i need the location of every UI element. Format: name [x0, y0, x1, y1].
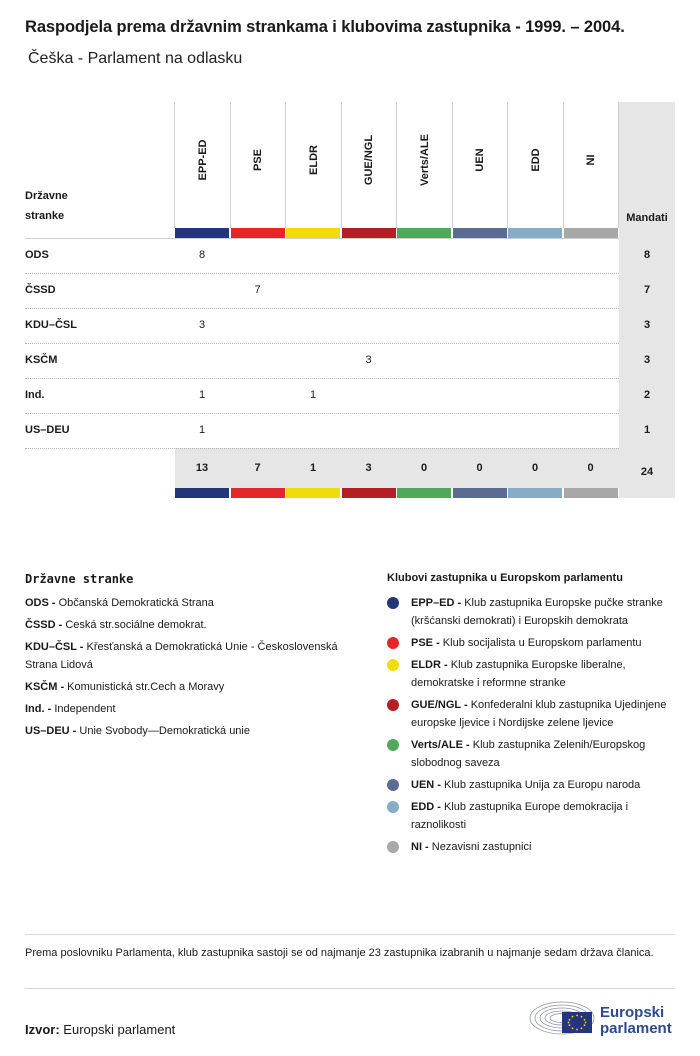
party-legend-heading: Državne stranke — [25, 572, 134, 586]
logo-line-2: parlament — [600, 1020, 672, 1037]
group-color-dot — [387, 637, 399, 649]
party-full-name: Komunistická str.Cech a Moravy — [67, 681, 225, 693]
group-total: 0 — [420, 462, 428, 474]
table-cell: 8 — [198, 249, 206, 261]
party-abbr: KDU–ČSL - — [25, 641, 87, 653]
group-total: 0 — [531, 462, 539, 474]
party-legend-item — [25, 616, 365, 634]
group-total: 0 — [587, 462, 594, 474]
group-color-bar — [231, 488, 285, 498]
group-abbr: Verts/ALE - — [411, 739, 473, 751]
party-full-name: Ceská str.sociálne demokrat. — [65, 619, 207, 631]
party-name: KSČM — [25, 354, 58, 366]
group-legend-item — [387, 776, 677, 794]
group-abbr: PSE - — [411, 637, 443, 649]
column-header-edd — [508, 102, 563, 228]
party-full-name: Independent — [54, 703, 116, 715]
group-color-bar — [397, 228, 451, 238]
divider — [25, 934, 675, 935]
group-total: 13 — [195, 462, 209, 474]
table-row — [25, 413, 675, 448]
column-header-label: PSE — [252, 148, 264, 172]
group-full-name: Klub socijalista u Europskom parlamentu — [442, 637, 642, 649]
group-abbr: EDD - — [411, 801, 444, 813]
group-full-name: Klub zastupnika Zelenih/Europskog slobodnog saveza — [411, 739, 646, 769]
party-total: 2 — [643, 389, 651, 401]
party-legend-item — [25, 700, 365, 718]
table-row — [25, 308, 675, 343]
column-header-label: EPP-ED — [196, 139, 209, 181]
group-color-bar — [453, 228, 507, 238]
page-subtitle: Češka - Parlament na odlasku — [28, 50, 243, 67]
party-total: 1 — [643, 424, 651, 436]
party-legend-item — [25, 594, 365, 612]
group-color-bar — [286, 488, 340, 498]
source-label: Izvor: — [25, 1022, 60, 1037]
column-header-epped — [175, 102, 230, 228]
source-line — [25, 1022, 175, 1037]
group-legend-item — [387, 798, 677, 834]
group-abbr: EPP–ED - — [411, 597, 465, 609]
group-abbr: NI - — [411, 841, 432, 853]
group-color-bar — [342, 488, 396, 498]
group-color-bar — [231, 228, 285, 238]
group-color-dot — [387, 779, 399, 791]
party-name: Ind. — [25, 389, 45, 401]
table-row — [25, 273, 675, 308]
group-full-name: Klub zastupnika Europske pučke stranke (kršćanski demokrati) i Europskih demokrata — [411, 597, 663, 627]
group-legend-item — [387, 736, 677, 772]
party-abbr: ČSSD - — [25, 619, 66, 631]
group-total: 1 — [309, 462, 317, 474]
party-abbr: Ind. - — [25, 703, 55, 715]
group-full-name: Klub zastupnika Europe demokracija i raznolikosti — [411, 801, 629, 831]
party-abbr: US–DEU - — [25, 725, 80, 737]
mandati-header: Mandati — [626, 212, 668, 224]
grand-total: 24 — [640, 466, 654, 478]
source-value: Europski parlament — [63, 1022, 176, 1037]
group-total: 3 — [365, 462, 372, 474]
column-header-label: ELDR — [307, 145, 320, 175]
group-abbr: UEN - — [411, 779, 444, 791]
group-abbr: GUE/NGL - — [411, 699, 471, 711]
group-color-dot — [387, 597, 399, 609]
group-color-dot — [387, 659, 399, 671]
group-full-name: Klub zastupnika Unija za Europu naroda — [444, 779, 641, 791]
column-header-label: EDD — [529, 148, 542, 172]
group-color-bar — [342, 228, 396, 238]
column-header-vertsale — [397, 102, 452, 228]
party-name: KDU–ČSL — [25, 319, 77, 331]
table-cell: 3 — [198, 319, 206, 331]
party-full-name: Křesťanská a Demokratická Unie - Československá Strana Lidová — [25, 641, 338, 671]
party-name: ČSSD — [25, 284, 56, 296]
group-color-bar — [175, 488, 229, 498]
table-cell: 3 — [365, 354, 372, 366]
group-color-dot — [387, 739, 399, 751]
table-row — [25, 378, 675, 413]
party-total: 3 — [643, 319, 651, 331]
column-header-guengl — [342, 102, 397, 228]
group-total: 7 — [254, 462, 261, 474]
group-color-bar — [397, 488, 451, 498]
footnote: Prema poslovniku Parlamenta, klub zastupnika sastoji se od najmanje 23 zastupnika izabranih u najmanje sedam država članica. — [25, 947, 654, 959]
group-color-bar — [564, 228, 618, 238]
party-total: 3 — [643, 354, 651, 366]
table-cell: 1 — [198, 424, 206, 436]
party-legend-item — [25, 722, 365, 740]
row-header-label — [25, 186, 85, 226]
group-legend-item — [387, 696, 677, 732]
group-color-dot — [387, 699, 399, 711]
column-header-uen — [453, 102, 508, 228]
column-header-pse — [231, 102, 286, 228]
party-total: 7 — [643, 284, 651, 296]
group-legend-item — [387, 594, 677, 630]
party-name: ODS — [25, 249, 49, 261]
table-row — [25, 343, 675, 378]
group-color-dot — [387, 841, 399, 853]
group-legend-item — [387, 634, 677, 652]
group-color-bar — [286, 228, 340, 238]
group-legend — [387, 572, 677, 860]
group-full-name: Klub zastupnika Europske liberalne, demokratske i reformne stranke — [411, 659, 626, 689]
group-full-name: Konfederalni klub zastupnika Ujedinjene europske ljevice i Nordijske zelene ljevice — [411, 699, 667, 729]
column-header-label: NI — [585, 154, 597, 166]
table-cell: 7 — [254, 284, 261, 296]
party-abbr: KSČM - — [25, 681, 68, 693]
column-header-eldr — [286, 102, 341, 228]
party-abbr: ODS - — [25, 597, 59, 609]
group-color-bar — [453, 488, 507, 498]
divider — [25, 988, 675, 989]
party-total: 8 — [643, 249, 651, 261]
group-legend-item — [387, 838, 677, 856]
party-legend — [25, 572, 365, 744]
column-header-ni — [564, 102, 619, 228]
column-header-label: UEN — [474, 148, 486, 172]
group-legend-heading: Klubovi zastupnika u Europskom parlamentu — [387, 572, 623, 584]
page-title: Raspodjela prema državnim strankama i klubovima zastupnika - 1999. – 2004. — [25, 18, 625, 36]
group-legend-item — [387, 656, 677, 692]
group-total: 0 — [476, 462, 483, 474]
table-row — [25, 238, 675, 273]
row-header-text: Državne stranke — [25, 190, 68, 222]
column-header-label: GUE/NGL — [363, 134, 375, 186]
group-color-bar — [508, 488, 562, 498]
party-legend-item — [25, 638, 365, 674]
group-color-bar — [508, 228, 562, 238]
party-full-name: Občanská Demokratická Strana — [58, 597, 214, 609]
logo-text — [600, 1005, 672, 1037]
logo-line-1: Europski — [600, 1004, 665, 1021]
group-color-dot — [387, 801, 399, 813]
table-cell: 1 — [198, 389, 206, 401]
table-cell: 1 — [309, 389, 317, 401]
group-color-bar — [175, 228, 229, 238]
group-color-bar — [564, 488, 618, 498]
group-full-name: Nezavisni zastupnici — [431, 841, 532, 853]
party-full-name: Unie Svobody—Demokratická unie — [79, 725, 250, 737]
party-name: US–DEU — [25, 424, 70, 436]
party-legend-item — [25, 678, 365, 696]
column-header-label: Verts/ALE — [418, 134, 431, 186]
group-abbr: ELDR - — [411, 659, 451, 671]
